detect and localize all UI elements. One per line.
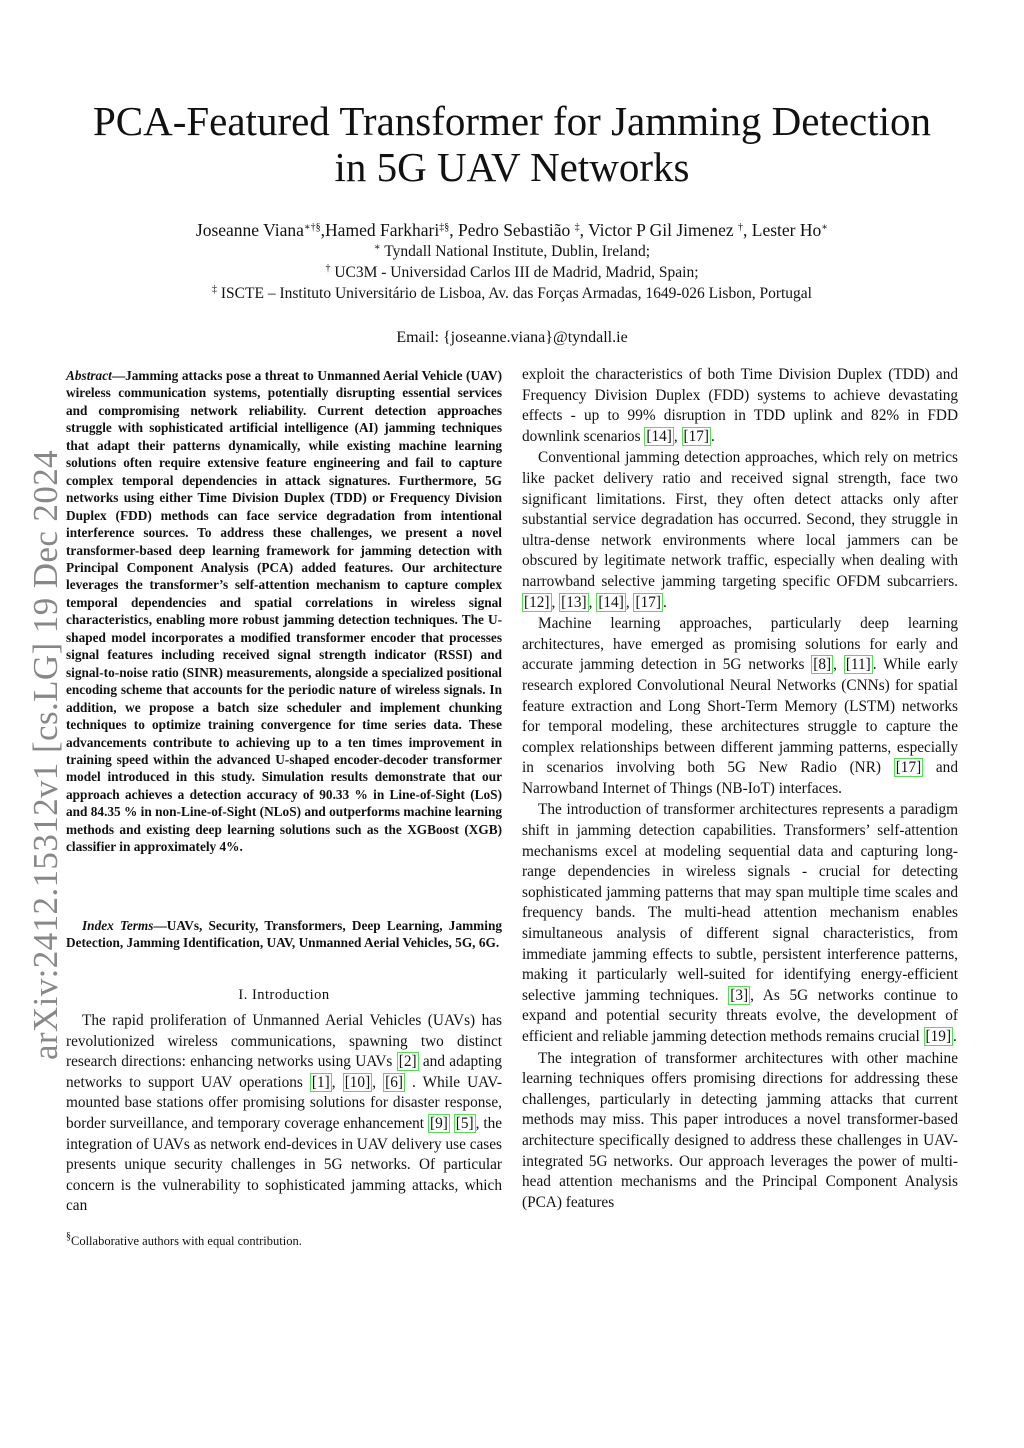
citation-link[interactable]: [17] bbox=[683, 427, 710, 445]
citation-link[interactable]: [6] bbox=[385, 1073, 403, 1091]
affiliation-2 bbox=[60, 263, 964, 283]
citation-link[interactable]: [3] bbox=[730, 986, 749, 1004]
arxiv-identifier: arXiv:2412.15312v1 [cs.LG] 19 Dec 2024 bbox=[26, 449, 65, 1061]
footnote-text: Collaborative authors with equal contribution. bbox=[71, 1234, 302, 1248]
citation-link[interactable]: [10] bbox=[344, 1073, 371, 1091]
author-name: ,Hamed Farkhari bbox=[320, 220, 440, 240]
paragraph: The rapid proliferation of Unmanned Aerial Vehicles (UAVs) has revolutionized wireless communications, spawning two distinct research directions: enhancing networks using UAVs [2] and adapting networks to support UAV operations [1] , [10] , [6] . While UAV-mounted base stations offer promising solutions for disaster response, border surveillance, and temporary coverage enhancement [9] [5] , the integration of UAVs as network end-devices in UAV delivery use cases presents unique security challenges in 5G networks. Of particular concern is the vulnerability to sophisticated jamming attacks, which can bbox=[66, 1012, 503, 1215]
footnote bbox=[66, 1231, 502, 1249]
author-mark: ∗ bbox=[821, 222, 829, 233]
citation-link[interactable]: [2] bbox=[398, 1053, 417, 1071]
citation-link[interactable]: [8] bbox=[813, 656, 832, 674]
paragraph: exploit the characteristics of both Time Division Duplex (TDD) and Frequency Division Duplex (FDD) systems to achieve devastating effects - up to 99% disruption in TDD uplink and 82% in FDD downlink scenarios [14] , [17] . bbox=[522, 366, 958, 445]
citation-link[interactable]: [9] bbox=[429, 1114, 448, 1132]
paragraph: Machine learning approaches, particularly deep learning architectures, have emerged as promising solutions for early and accurate jamming detection in 5G networks [8] , [11] . While early research explored Convolutional Neural Networks (CNNs) for spatial feature extraction and Long Short-Term Memory (LSTM) networks for temporal modeling, these architectures struggle to capture the complex relationships between different jamming patterns, especially in scenarios involving both 5G New Radio (NR) [17] and Narrowband Internet of Things (NB-IoT) interfaces. bbox=[522, 615, 958, 797]
author-name: , Lester Ho bbox=[743, 220, 822, 240]
citation-link[interactable]: [17] bbox=[895, 759, 922, 777]
author-name: , Pedro Sebastião bbox=[449, 220, 575, 240]
citation-link[interactable]: [14] bbox=[598, 593, 624, 611]
abstract bbox=[66, 367, 502, 856]
section-heading: I. Introduction bbox=[238, 987, 330, 1003]
paragraph: Conventional jamming detection approaches, which rely on metrics like packet delivery ratio and received signal strength, face two significant limitations. First, they often detect attacks only after substantial service degradation has occurred. Second, they struggle in ultra-dense network environments where local jammers can be obscured by legitimate network traffic, especially when dealing with narrowband selective jamming targeting specific OFDM subcarriers. [12] , [13] , [14] , [17] . bbox=[522, 449, 958, 611]
abstract-label: Abstract bbox=[66, 368, 112, 383]
author-name: Joseanne Viana bbox=[195, 220, 304, 240]
contact-email: Email: {joseanne.viana}@tyndall.ie bbox=[396, 329, 628, 346]
paper-title bbox=[60, 98, 964, 190]
abstract-text: —Jamming attacks pose a threat to Unmanned Aerial Vehicle (UAV) wireless communication systems, potentially disrupting essential services and compromising network reliability. Current detection approaches struggle with sophisticated artificial intelligence (AI) jamming techniques that adapt their patterns dynamically, while existing machine learning solutions often require extensive feature engineering and fail to capture complex temporal dependencies in attack signatures. Furthermore, 5G networks using either Time Division Duplex (TDD) or Frequency Division Duplex (FDD) methods can face service degradation from intentional interference sources. To address these challenges, we present a novel transformer-based deep learning framework for jamming detection with Principal Component Analysis (PCA) added features. Our architecture leverages the transformer’s self-attention mechanism to capture complex temporal dependencies and spatial correlations in wireless signal characteristics, enabling more robust jamming detection techniques. The U-shaped model incorporates a modified transformer encoder that processes signal features including received signal strength indicator (RSSI) and signal-to-noise ratio (SINR) measurements, alongside a specialized positional encoding scheme that accounts for the periodic nature of wireless signals. In addition, we propose a batch size scheduler and implement chunking techniques to optimize training convergence for time series data. These advancements contribute to achieving up to a ten times improvement in training speed within the advanced U-shaped encoder-decoder transformer model introduced in this study. Simulation results demonstrate that our approach achieves a detection accuracy of 90.33 % in Line-of-Sight (LoS) and 84.35 % in non-Line-of-Sight (NLoS) and outperforms machine learning methods and existing deep learning solutions such as the XGBoost (XGB) classifier in approximately 4%. bbox=[66, 368, 502, 855]
introduction-right-column bbox=[522, 365, 958, 1213]
affiliation-text: Tyndall National Institute, Dublin, Ireland; bbox=[380, 243, 651, 260]
citation-link[interactable]: [11] bbox=[845, 656, 871, 674]
affiliation-text: UC3M - Universidad Carlos III de Madrid, Madrid, Spain; bbox=[330, 264, 699, 281]
citation-link[interactable]: [5] bbox=[455, 1114, 474, 1132]
author-list bbox=[60, 219, 964, 241]
affiliation-mark: ‡ bbox=[212, 284, 218, 295]
affiliation-1 bbox=[60, 242, 964, 262]
citation-link[interactable]: [19] bbox=[925, 1028, 952, 1045]
citation-link[interactable]: [17] bbox=[635, 593, 661, 611]
author-mark: ‡ bbox=[574, 222, 580, 233]
footnote-mark: § bbox=[66, 1231, 71, 1242]
paragraph: The integration of transformer architectures with other machine learning techniques offers promising directions for addressing these challenges, particularly in detecting jamming attacks that current methods may miss. This paper introduces a novel transformer-based architecture specifically designed to address these challenges in UAV-integrated 5G networks. Our approach leverages the power of multi-head attention mechanisms and the Principal Component Analysis (PCA) features bbox=[522, 1049, 958, 1211]
citation-link[interactable]: [14] bbox=[646, 427, 672, 445]
author-mark: † bbox=[738, 222, 744, 233]
author-mark: ∗†§ bbox=[303, 222, 321, 233]
author-mark: ‡§ bbox=[439, 222, 450, 233]
citation-link[interactable]: [13] bbox=[561, 593, 587, 611]
citation-link[interactable]: [12] bbox=[524, 593, 550, 611]
index-terms-text: —UAVs, Security, Transformers, Deep Learning, Jamming Detection, Jamming Identification, UAV, Unmanned Aerial Vehicles, 5G, 6G. bbox=[66, 918, 502, 951]
introduction-left-column bbox=[66, 1011, 502, 1217]
affiliation-mark: ∗ bbox=[373, 242, 381, 253]
affiliation-text: ISCTE – Instituto Universitário de Lisboa, Av. das Forças Armadas, 1649-026 Lisbon, Portugal bbox=[217, 285, 812, 302]
citation-link[interactable]: [1] bbox=[311, 1073, 330, 1091]
title-line-1: PCA-Featured Transformer for Jamming Detection bbox=[92, 98, 932, 144]
index-terms bbox=[66, 917, 502, 952]
index-terms-label: Index Terms bbox=[82, 918, 154, 933]
author-name: , Victor P Gil Jimenez bbox=[579, 220, 739, 240]
affiliation-mark: † bbox=[325, 263, 331, 274]
title-line-2: in 5G UAV Networks bbox=[334, 144, 690, 190]
paragraph: The introduction of transformer architectures represents a paradigm shift in jamming detection capabilities. Transformers’ self-attention mechanisms excel at modeling sequential data and capturing long-range dependencies in wireless signals - crucial for detecting sophisticated jamming patterns that may span multiple time scales and frequency bands. The multi-head attention mechanism enables simultaneous analysis of different signal characteristics, from immediate jamming effects to subtle, persistent interference patterns, making it particularly well-suited for identifying energy-efficient selective jamming techniques. [3] , As 5G networks continue to expand and potential security threats evolve, the development of efficient and reliable jamming detection methods remains crucial [19] . bbox=[522, 801, 958, 1045]
affiliation-3 bbox=[60, 284, 964, 304]
